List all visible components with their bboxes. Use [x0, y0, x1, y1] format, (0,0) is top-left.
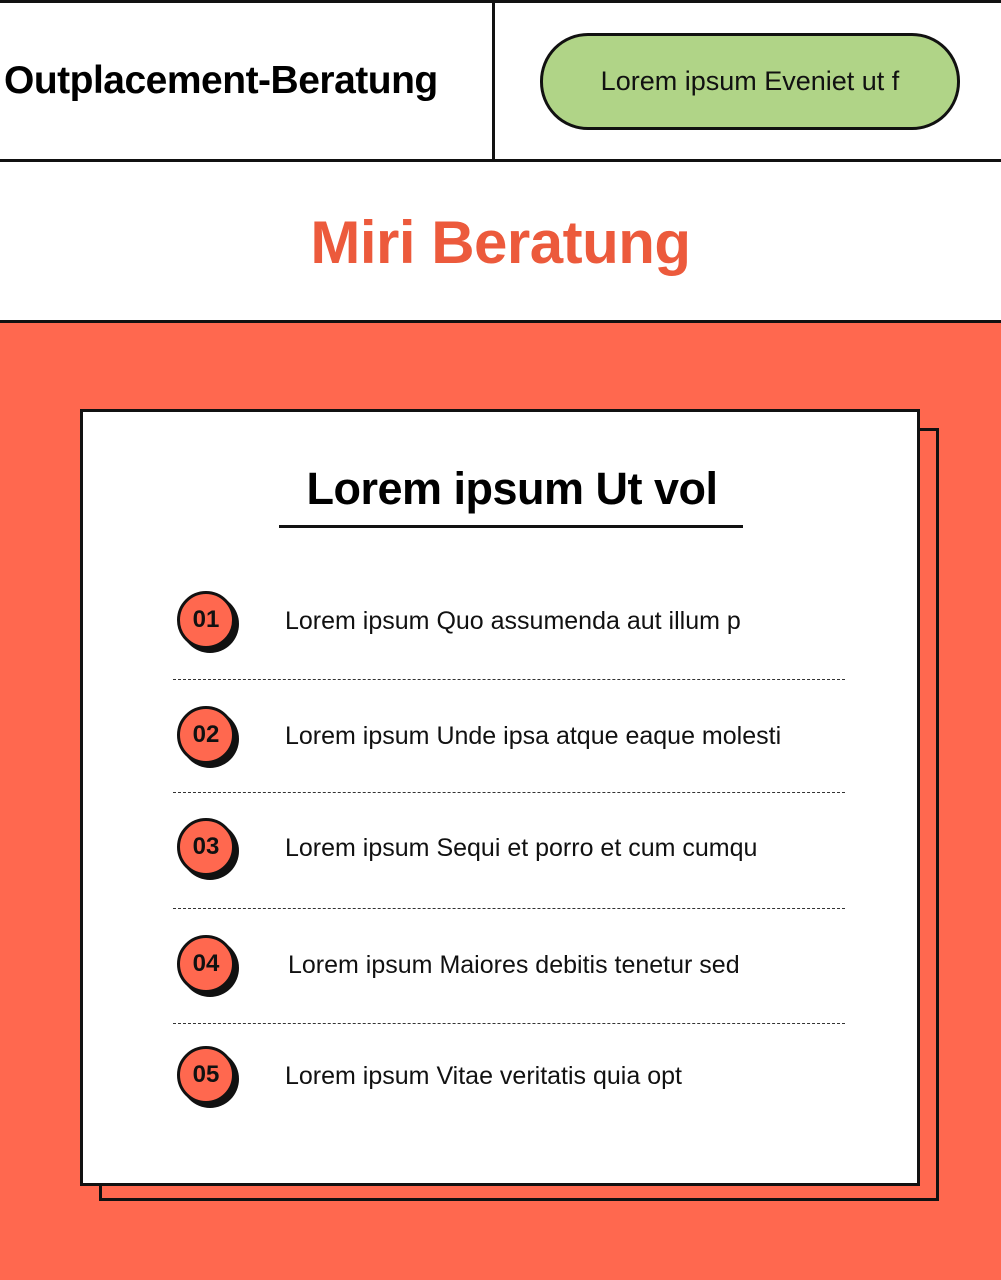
list-item-text: Lorem ipsum Unde ipsa atque eaque molesti: [285, 721, 782, 750]
dashed-separator: [173, 1023, 845, 1024]
badge-number: 05: [177, 1046, 235, 1104]
list-item-text: Lorem ipsum Vitae veritatis quia opt: [285, 1061, 682, 1090]
header-divider: [492, 3, 495, 159]
dashed-separator: [173, 679, 845, 680]
badge-number: 03: [177, 818, 235, 876]
number-badge: [177, 935, 235, 993]
list-item-3: [173, 818, 845, 878]
info-card: [80, 409, 920, 1186]
header-cta-button[interactable]: Lorem ipsum Eveniet ut f: [540, 33, 960, 130]
header-title: Outplacement-Beratung: [4, 59, 438, 102]
list-item-4: [173, 935, 845, 995]
list-item-5: [173, 1046, 845, 1106]
number-badge: [177, 818, 235, 876]
card-title: Lorem ipsum Ut vol: [306, 463, 718, 514]
list-item-2: [173, 706, 845, 766]
list-item-1: [173, 591, 845, 651]
badge-number: 01: [177, 591, 235, 649]
dashed-separator: [173, 792, 845, 793]
brand-title: Miri Beratung: [310, 208, 691, 276]
list-item-text: Lorem ipsum Maiores debitis tenetur sed: [288, 950, 740, 979]
dashed-separator: [173, 908, 845, 909]
number-badge: [177, 706, 235, 764]
header-bar: [0, 0, 1001, 162]
badge-number: 02: [177, 706, 235, 764]
number-badge: [177, 1046, 235, 1104]
number-badge: [177, 591, 235, 649]
badge-number: 04: [177, 935, 235, 993]
list-item-text: Lorem ipsum Quo assumenda aut illum p: [285, 606, 741, 635]
card-title-underline: [279, 525, 743, 528]
list-item-text: Lorem ipsum Sequi et porro et cum cumqu: [285, 833, 758, 862]
